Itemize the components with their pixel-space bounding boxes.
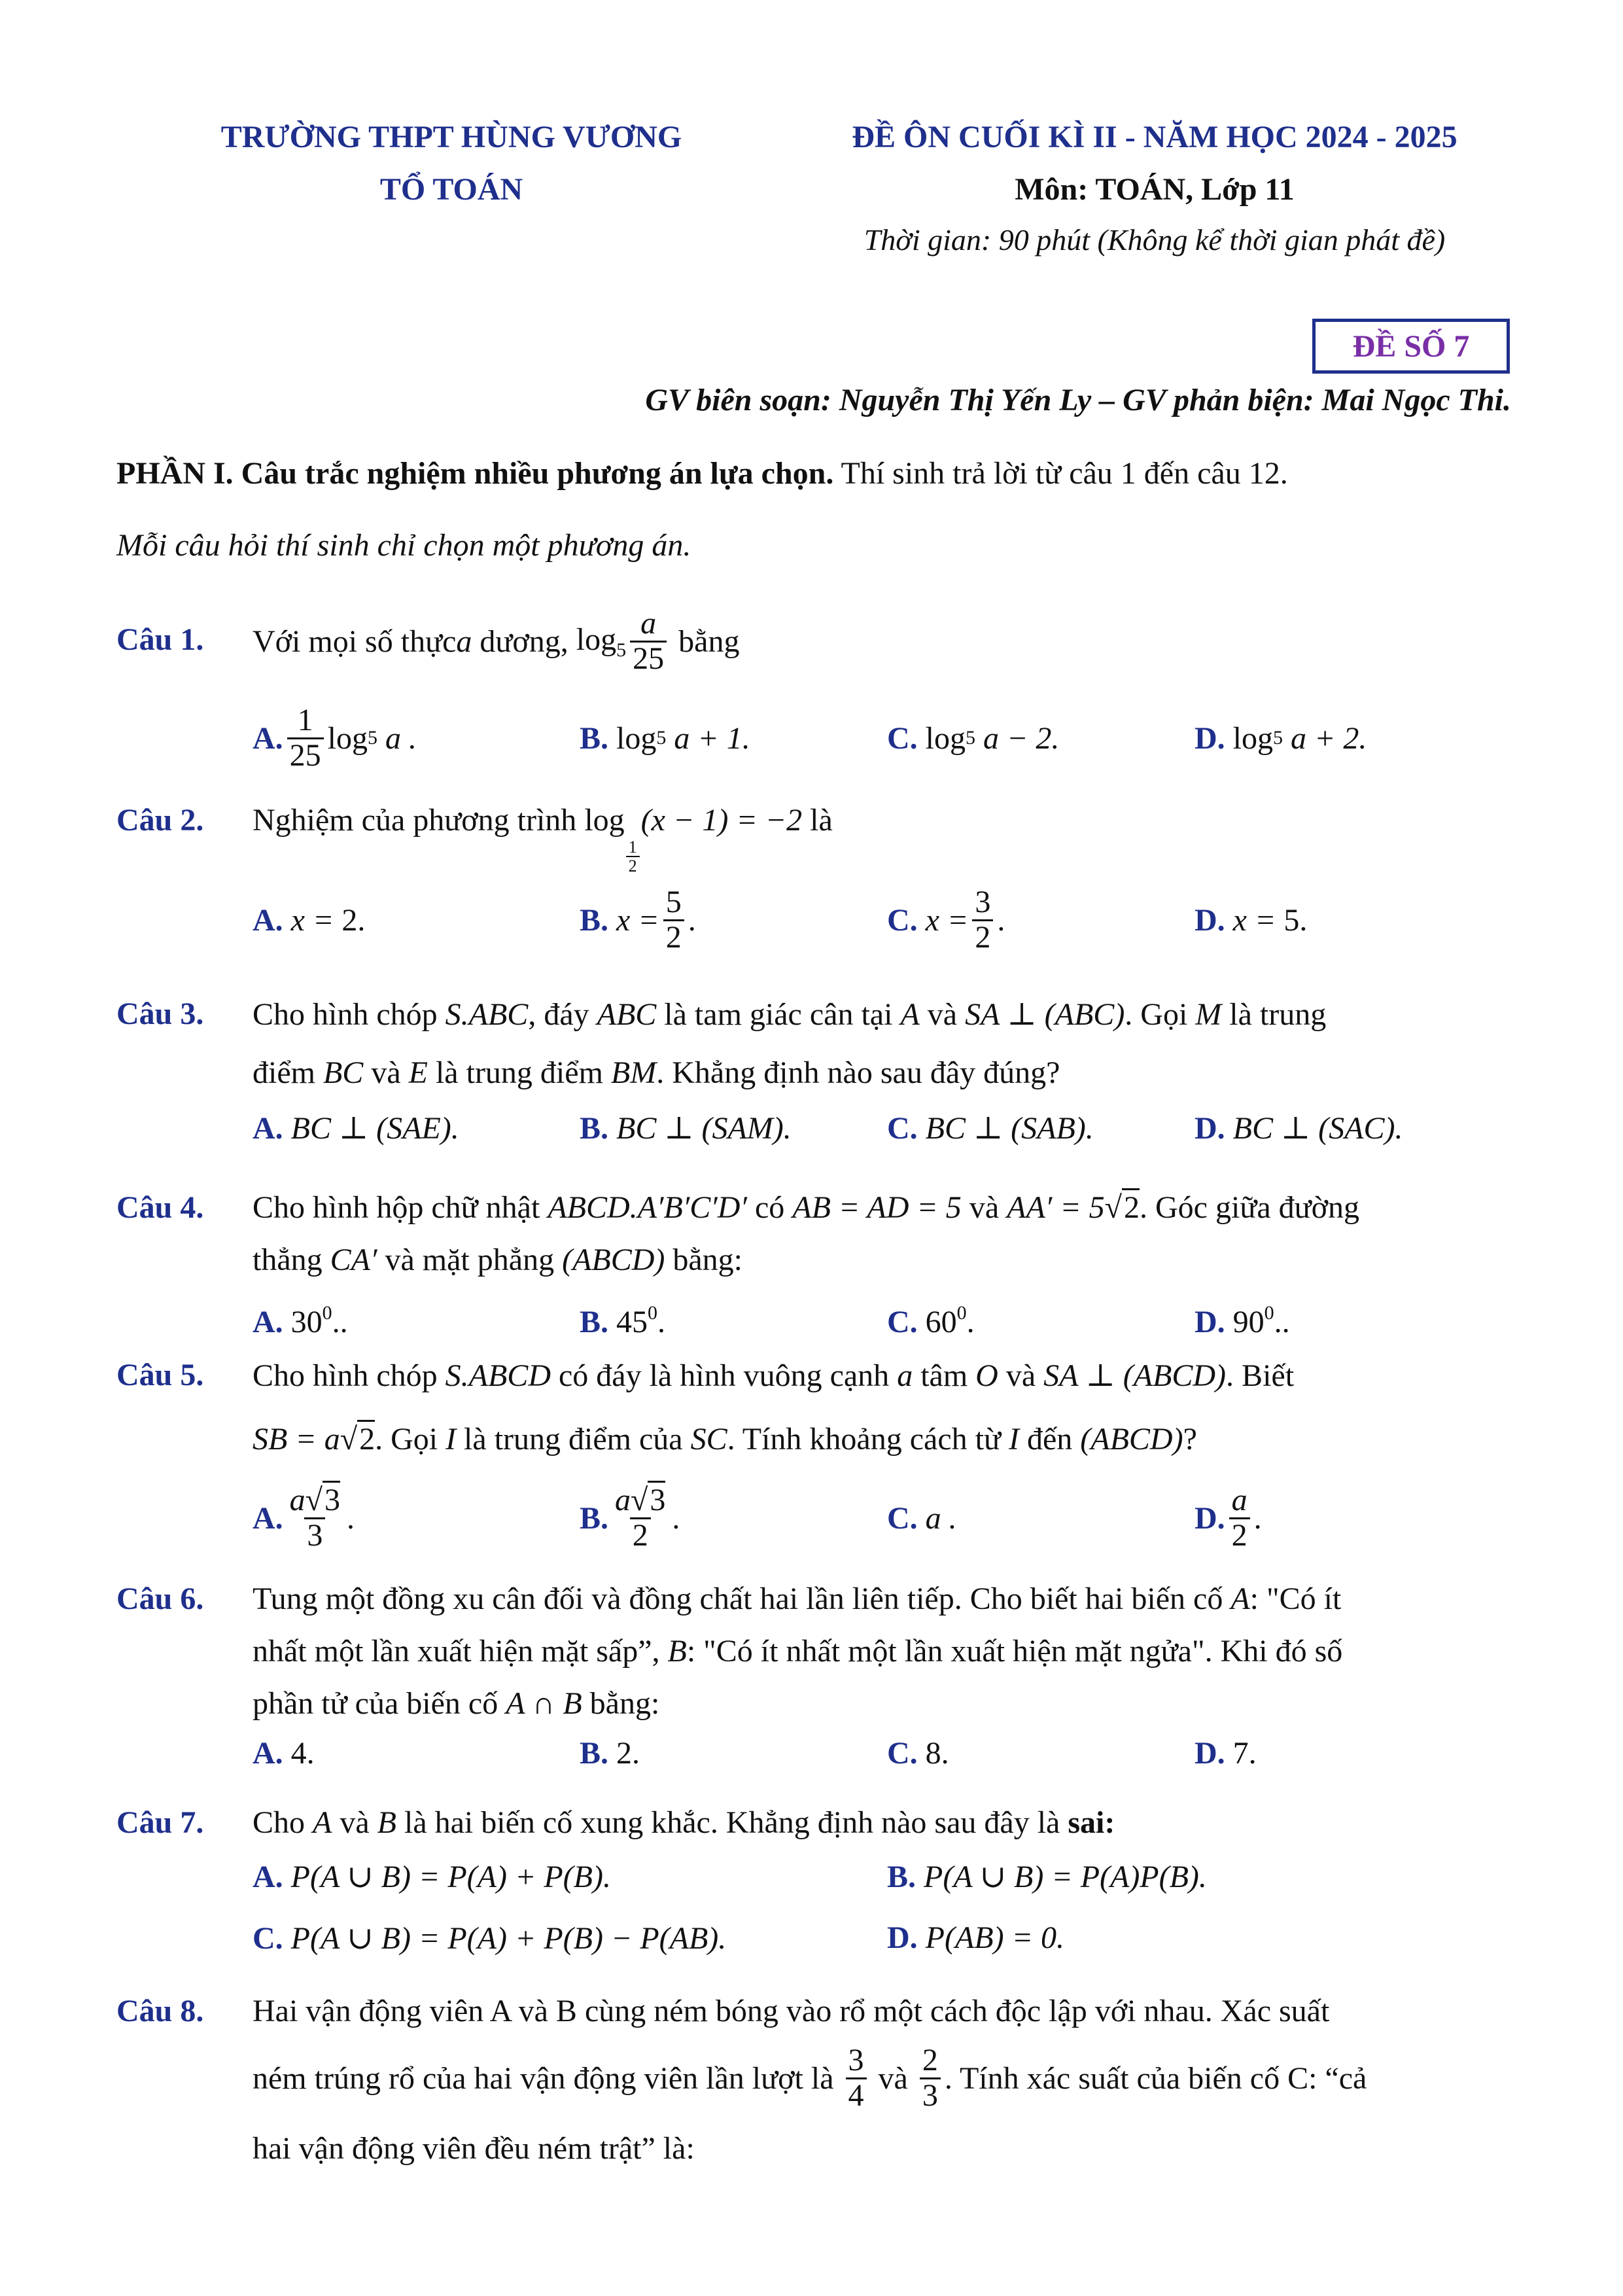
q8-line3: hai vận động viên đều ném trật” là: bbox=[253, 2131, 695, 2166]
q4-line1: Cho hình hộp chữ nhật ABCD.A′B′C′D′ có AB = AD = 5 và AA′ = 5√2. Góc giữa đường bbox=[253, 1190, 1515, 1226]
q2-option-a[interactable]: A. x = 2. bbox=[253, 902, 366, 938]
q1-option-a[interactable]: A. $\frac{1}{25}$ log 5 a . bbox=[253, 703, 417, 773]
q1-label: Câu 1. bbox=[116, 622, 204, 657]
q8-label: Câu 8. bbox=[116, 1994, 204, 2028]
part1-title-bold: PHẦN I. Câu trắc nghiệm nhiều phương án lựa chọn. bbox=[116, 456, 834, 491]
q5-option-c[interactable]: C. a . bbox=[887, 1500, 957, 1536]
q5-label: Câu 5. bbox=[116, 1358, 204, 1392]
q7-stem: Cho A và B là hai biến cố xung khắc. Khẳng định nào sau đây là sai: bbox=[253, 1805, 1115, 1840]
q3-line1: Cho hình chóp S.ABC, đáy ABC là tam giác cân tại A và SA ⊥ (ABC). Gọi M là trung bbox=[253, 997, 1327, 1032]
q3-option-d[interactable]: D. BC ⊥ (SAC). bbox=[1195, 1111, 1403, 1146]
q1-option-b[interactable]: B. log 5 a + 1. bbox=[580, 720, 750, 756]
q6-label: Câu 6. bbox=[116, 1581, 204, 1616]
exam-title: ĐỀ ÔN CUỐI KÌ II - NĂM HỌC 2024 - 2025 bbox=[852, 120, 1457, 154]
q1-text-c: bằng bbox=[671, 624, 740, 659]
q2-text-b: là bbox=[802, 803, 833, 838]
part1-title bbox=[116, 455, 1288, 491]
q8-line2: ném trúng rổ của hai vận động viên lần lượt là $\frac{3}{4}$ và $\frac{2}{3}$ . Tính xác suất của biến cố C: “cả bbox=[253, 2043, 1367, 2113]
part1-title-rest: Thí sinh trả lời từ câu 1 đến câu 12. bbox=[833, 456, 1288, 491]
q2-expr: (x − 1) = −2 bbox=[640, 803, 803, 838]
q3-option-c[interactable]: C. BC ⊥ (SAB). bbox=[887, 1111, 1094, 1146]
q4-label: Câu 4. bbox=[116, 1190, 204, 1225]
q3-option-a[interactable]: A. BC ⊥ (SAE). bbox=[253, 1111, 459, 1146]
q3-line2: điểm BC và E là trung điểm BM. Khẳng định nào sau đây đúng? bbox=[253, 1055, 1060, 1090]
authors-line: GV biên soạn: Nguyễn Thị Yến Ly – GV phản biện: Mai Ngọc Thi. bbox=[645, 383, 1511, 417]
q3-label: Câu 3. bbox=[116, 997, 204, 1031]
q1-fraction: $\frac{a}{25}$ bbox=[630, 607, 667, 675]
q7-option-a[interactable]: A. P(A ∪ B) = P(A) + P(B). bbox=[253, 1860, 611, 1894]
q2-stem bbox=[253, 792, 1515, 876]
q1-stem bbox=[253, 602, 1515, 680]
q1-option-c[interactable]: C. log 5 a − 2. bbox=[887, 720, 1060, 756]
q6-option-c[interactable]: C. 8. bbox=[887, 1736, 949, 1771]
q2-log: log $\frac{1}{2}$ bbox=[584, 792, 640, 875]
q4-option-a[interactable]: A. $30^0$.. bbox=[253, 1302, 348, 1339]
q4-option-c[interactable]: C. $60^0$. bbox=[887, 1302, 975, 1339]
exam-number-badge: ĐỀ SỐ 7 bbox=[1312, 319, 1510, 374]
q6-line2: nhất một lần xuất hiện mặt sấp”, B: "Có ít nhất một lần xuất hiện mặt ngửa". Khi đó số bbox=[253, 1634, 1343, 1669]
q5-option-b[interactable]: B. $\frac{a√3}{2}$ . bbox=[580, 1479, 680, 1557]
exam-subject: Môn: TOÁN, Lớp 11 bbox=[1015, 172, 1295, 207]
q6-line1: Tung một đồng xu cân đối và đồng chất hai lần liên tiếp. Cho biết hai biến cố A: "Có ít bbox=[253, 1581, 1342, 1616]
q4-line2: thẳng CA′ và mặt phẳng (ABCD) bằng: bbox=[253, 1243, 743, 1277]
q1-text-a: Với mọi số thực bbox=[253, 624, 457, 659]
q8-line1: Hai vận động viên A và B cùng ném bóng vào rổ một cách độc lập với nhau. Xác suất bbox=[253, 1994, 1330, 2028]
q2-text-a: Nghiệm của phương trình bbox=[253, 803, 585, 838]
q7-label: Câu 7. bbox=[116, 1805, 204, 1840]
q6-option-b[interactable]: B. 2. bbox=[580, 1736, 640, 1771]
q2-label: Câu 2. bbox=[116, 803, 204, 838]
q5-line1: Cho hình chóp S.ABCD có đáy là hình vuông cạnh a tâm O và SA ⊥ (ABCD). Biết bbox=[253, 1358, 1295, 1393]
q1-text-b: dương, bbox=[472, 624, 576, 659]
q2-option-c[interactable]: C. x = $\frac{3}{2}$ . bbox=[887, 885, 1005, 955]
q5-line2: SB = a√2. Gọi I là trung điểm của SC. Tính khoảng cách từ I đến (ABCD)? bbox=[253, 1421, 1515, 1457]
q7-option-d[interactable]: D. P(AB) = 0. bbox=[887, 1920, 1064, 1955]
q6-line3: phần tử của biến cố A ∩ B bằng: bbox=[253, 1686, 660, 1721]
q1-option-d[interactable]: D. log 5 a + 2. bbox=[1195, 720, 1367, 756]
q2-option-b[interactable]: B. x = $\frac{5}{2}$ . bbox=[580, 885, 696, 955]
q5-option-a[interactable]: A. $\frac{a√3}{3}$ . bbox=[253, 1479, 355, 1557]
q1-var-a: a bbox=[456, 624, 472, 659]
q4-option-b[interactable]: B. $45^0$. bbox=[580, 1302, 666, 1339]
q1-log: $\log_5$ bbox=[576, 622, 627, 661]
q7-option-c[interactable]: C. P(A ∪ B) = P(A) + P(B) − P(AB). bbox=[253, 1921, 727, 1956]
q3-option-b[interactable]: B. BC ⊥ (SAM). bbox=[580, 1111, 792, 1146]
q5-option-d[interactable]: D. $\frac{a}{2}$ . bbox=[1195, 1483, 1262, 1553]
exam-time: Thời gian: 90 phút (Không kể thời gian phát đề) bbox=[864, 223, 1446, 256]
q2-option-d[interactable]: D. x = 5. bbox=[1195, 902, 1308, 938]
department-name: TỔ TOÁN bbox=[379, 172, 523, 207]
part1-instruction: Mỗi câu hỏi thí sinh chỉ chọn một phương án. bbox=[116, 528, 691, 563]
q6-option-d[interactable]: D. 7. bbox=[1195, 1736, 1257, 1771]
q7-option-b[interactable]: B. P(A ∪ B) = P(A)P(B). bbox=[887, 1860, 1207, 1894]
q4-option-d[interactable]: D. $90^0$.. bbox=[1195, 1302, 1290, 1339]
q6-option-a[interactable]: A. 4. bbox=[253, 1736, 315, 1771]
school-name: TRƯỜNG THPT HÙNG VƯƠNG bbox=[220, 120, 682, 154]
